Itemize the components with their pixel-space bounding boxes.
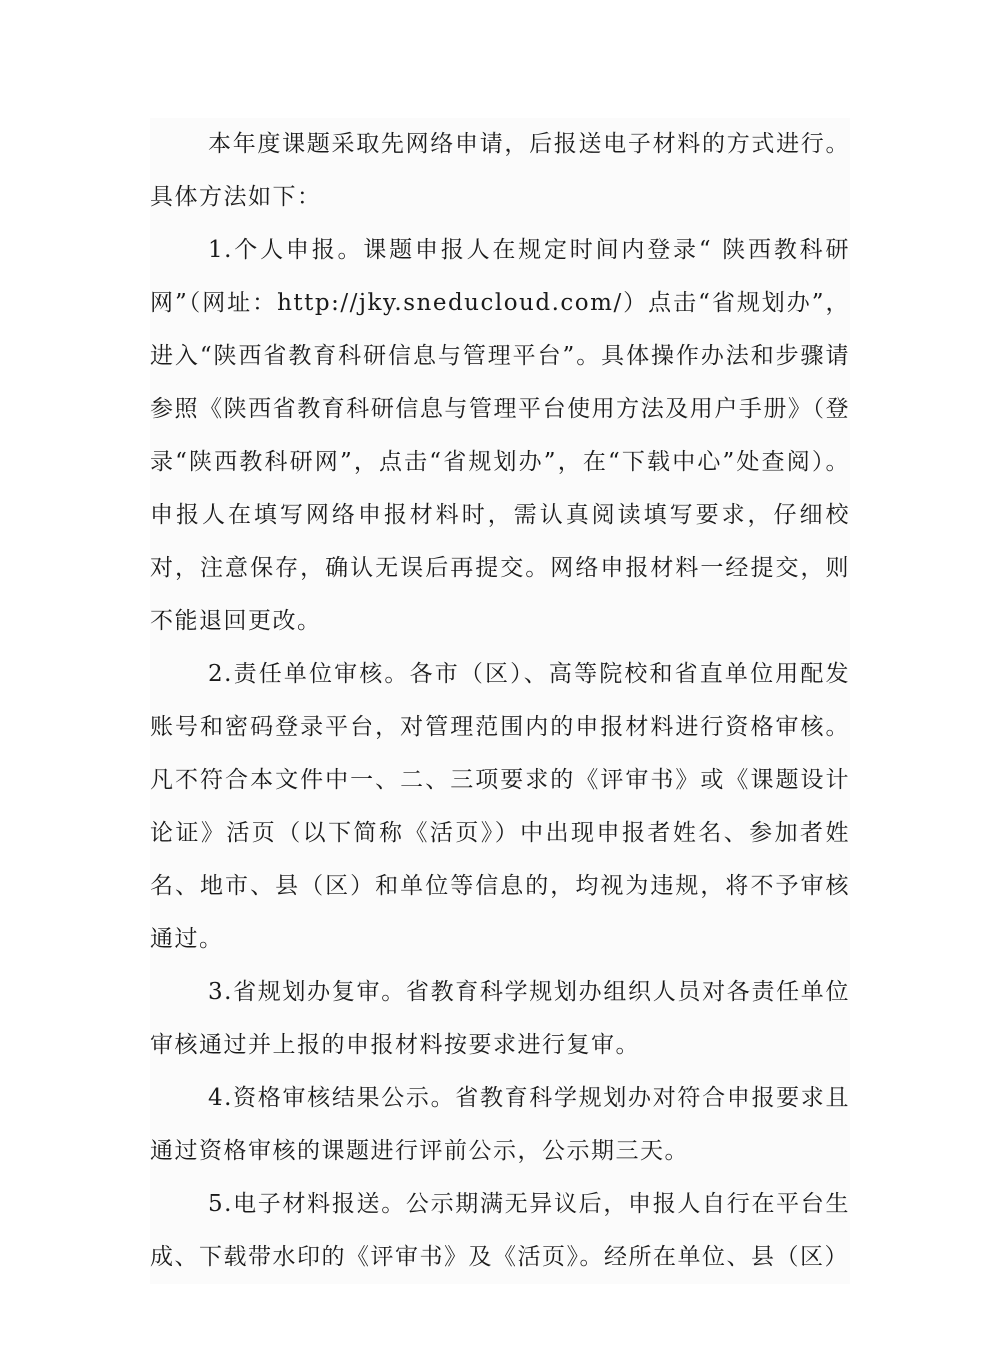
step-4-result-publicity: 4.资格审核结果公示。省教育科学规划办对符合申报要求且通过资格审核的课题进行评前公示，公示期三天。 bbox=[150, 1085, 850, 1164]
step-2-unit-review: 2.责任单位审核。各市（区）、高等院校和省直单位用配发账号和密码登录平台，对管理范围内的申报材料进行资格审核。凡不符合本文件中一、二、三项要求的《评审书》或《课题设计论证》活页（以下简称《活页》）中出现申报者姓名、参加者姓名、地市、县（区）和单位等信息的，均视为违规，将不予审核通过。 bbox=[150, 661, 850, 952]
intro-paragraph: 本年度课题采取先网络申请，后报送电子材料的方式进行。具体方法如下： bbox=[150, 131, 850, 210]
step-1-personal-application: 1.个人申报。课题申报人在规定时间内登录“ 陕西教科研网”（网址：http://jky.sneducloud.com/）点击“省规划办”，进入“陕西省教育科研信息与管理平台”。具体操作办法和步骤请参照《陕西省教育科研信息与管理平台使用方法及用户手册》（登录“陕西教科研网”，点击“省规划办”，在“下载中心”处查阅）。申报人在填写网络申报材料时，需认真阅读填写要求，仔细校对，注意保存，确认无误后再提交。网络申报材料一经提交，则不能退回更改。 bbox=[150, 237, 850, 634]
document-page bbox=[150, 118, 850, 1284]
step-3-office-recheck: 3.省规划办复审。省教育科学规划办组织人员对各责任单位审核通过并上报的申报材料按要求进行复审。 bbox=[150, 979, 850, 1058]
step-5-electronic-submission: 5.电子材料报送。公示期满无异议后，申报人自行在平台生成、下载带水印的《评审书》及《活页》。经所在单位、县（区） bbox=[150, 1191, 850, 1270]
